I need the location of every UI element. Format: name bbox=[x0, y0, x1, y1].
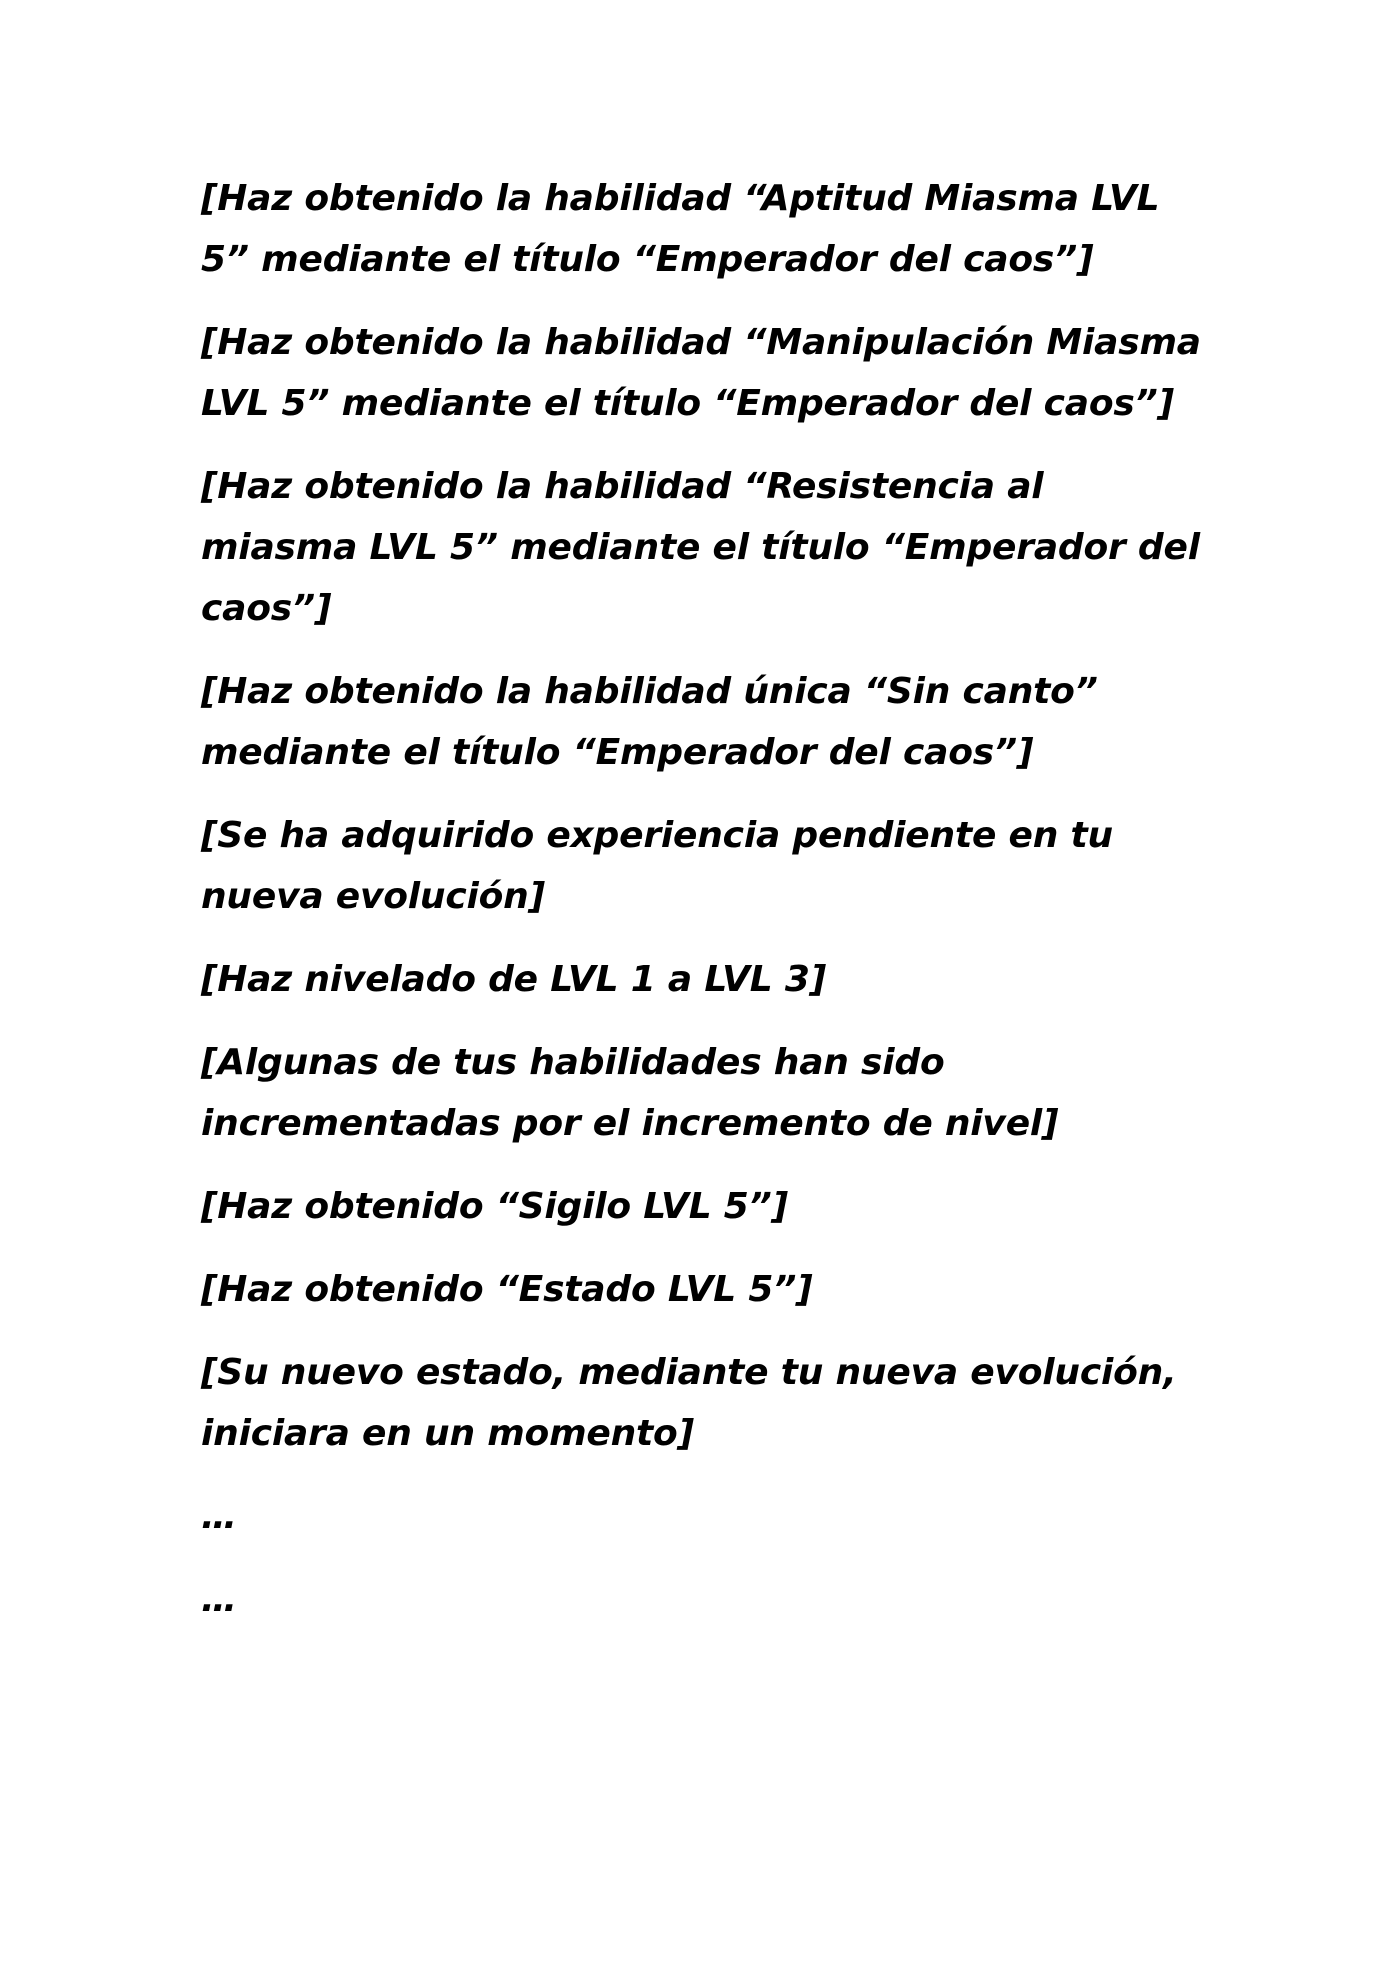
paragraph: [Haz obtenido “Estado LVL 5”] bbox=[201, 1269, 813, 1310]
paragraph: [Haz obtenido la habilidad “Resistencia al miasma LVL 5” mediante el título “Emperador del caos”] bbox=[201, 466, 1200, 629]
document-body bbox=[201, 168, 1211, 1652]
ellipsis: … bbox=[201, 1496, 237, 1537]
paragraph: [Su nuevo estado, mediante tu nueva evolución, iniciara en un momento] bbox=[201, 1352, 1177, 1454]
paragraph: [Haz obtenido “Sigilo LVL 5”] bbox=[201, 1186, 788, 1227]
paragraph: [Algunas de tus habilidades han sido incrementadas por el incremento de nivel] bbox=[201, 1042, 1059, 1144]
paragraph: [Haz obtenido la habilidad “Manipulación Miasma LVL 5” mediante el título “Emperador del caos”] bbox=[201, 322, 1201, 424]
paragraph: [Haz obtenido la habilidad “Aptitud Miasma LVL 5” mediante el título “Emperador del caos”] bbox=[201, 178, 1160, 280]
paragraph: [Haz nivelado de LVL 1 a LVL 3] bbox=[201, 959, 826, 1000]
paragraph: [Haz obtenido la habilidad única “Sin canto” mediante el título “Emperador del caos”] bbox=[201, 671, 1098, 773]
ellipsis: … bbox=[201, 1579, 237, 1620]
paragraph: [Se ha adquirido experiencia pendiente en tu nueva evolución] bbox=[201, 815, 1113, 917]
